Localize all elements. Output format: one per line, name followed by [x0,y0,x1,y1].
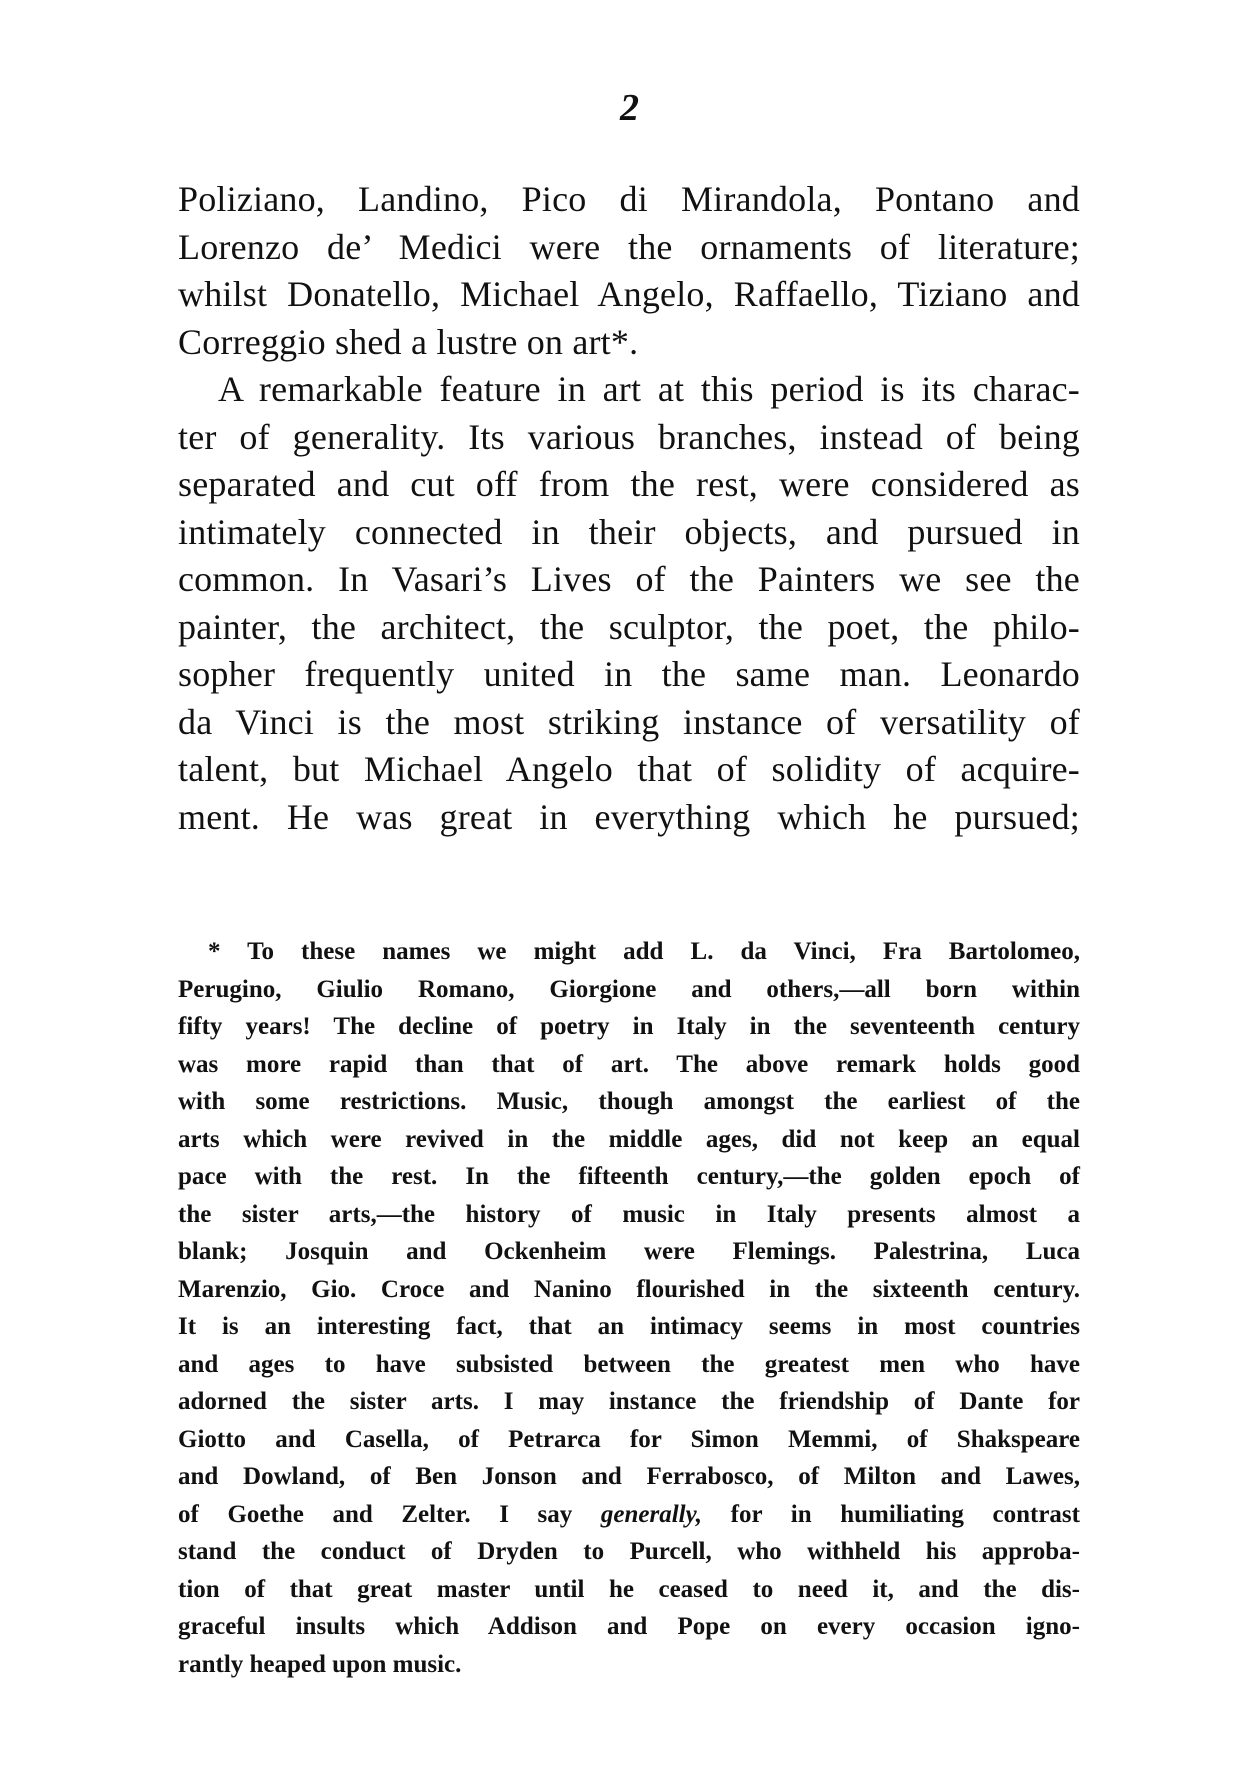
footnote-line: Giotto and Casella, of Petrarca for Simon Memmi, of Shakspeare [178,1425,1080,1453]
footnote-line: with some restrictions. Music, though amongst the earliest of the [178,1088,1080,1115]
footnote-line: adorned the sister arts. I may instance the friendship of Dante for [178,1388,1080,1415]
footnote-emphasis: generally, [600,1500,703,1528]
body-line: whilst Donatello, Michael Angelo, Raffaello, Tiziano and [178,274,1080,314]
footnote-line-with-emphasis [178,1496,1080,1534]
footnote-line: blank; Josquin and Ockenheim were Flemings. Palestrina, Luca [178,1238,1080,1265]
footnote-segment: for in humiliating contrast [702,1500,1080,1528]
footnote-line: graceful insults which Addison and Pope on every occasion igno- [178,1613,1080,1640]
body-line: separated and cut off from the rest, were considered as [178,464,1080,504]
body-line: painter, the architect, the sculptor, the poet, the philo- [178,606,1080,647]
footnote-line: and Dowland, of Ben Jonson and Ferrabosco, of Milton and Lawes, [178,1463,1080,1490]
body-line: Lorenzo de’ Medici were the ornaments of literature; [178,226,1080,267]
footnote-line: Marenzio, Gio. Croce and Nanino flourished in the sixteenth century. [178,1275,1080,1303]
body-line: intimately connected in their objects, and pursued in [178,511,1080,552]
main-text-block [178,176,1080,841]
body-line: A remarkable feature in art at this period is its charac- [218,369,1080,409]
body-line: ment. He was great in everything which he pursued; [178,796,1080,837]
footnote-block [178,933,1080,1683]
body-line: talent, but Michael Angelo that of solidity of acquire- [178,749,1080,789]
footnote-line: * To these names we might add L. da Vinci, Fra Bartolomeo, [208,938,1080,965]
footnote-line: arts which were revived in the middle ages, did not keep an equal [178,1125,1080,1153]
footnote-line: was more rapid than that of art. The above remark holds good [178,1050,1080,1078]
body-line: ter of generality. Its various branches, instead of being [178,416,1080,457]
body-line: da Vinci is the most striking instance of versatility of [178,701,1080,742]
footnote-line: stand the conduct of Dryden to Purcell, who withheld his approba- [178,1538,1080,1565]
footnote-line: Perugino, Giulio Romano, Giorgione and others,—all born within [178,975,1080,1003]
body-line: Correggio shed a lustre on art*. [178,321,639,362]
footnote-line: rantly heaped upon music. [178,1650,462,1678]
footnote-line: tion of that great master until he ceased to need it, and the dis- [178,1575,1080,1603]
footnote-line: and ages to have subsisted between the greatest men who have [178,1350,1080,1378]
body-line: common. In Vasari’s Lives of the Painters we see the [178,559,1080,599]
footnote-line: pace with the rest. In the fifteenth century,—the golden epoch of [178,1163,1080,1190]
page-number: 2 [620,87,639,129]
body-line: sopher frequently united in the same man. Leonardo [178,654,1080,694]
footnote-line: It is an interesting fact, that an intimacy seems in most countries [178,1313,1080,1340]
footnote-line: fifty years! The decline of poetry in Italy in the seventeenth century [178,1013,1080,1040]
footnote-segment: of Goethe and Zelter. I say [178,1500,601,1528]
footnote-line: the sister arts,—the history of music in Italy presents almost a [178,1200,1080,1228]
body-line: Poliziano, Landino, Pico di Mirandola, Pontano and [178,179,1080,219]
